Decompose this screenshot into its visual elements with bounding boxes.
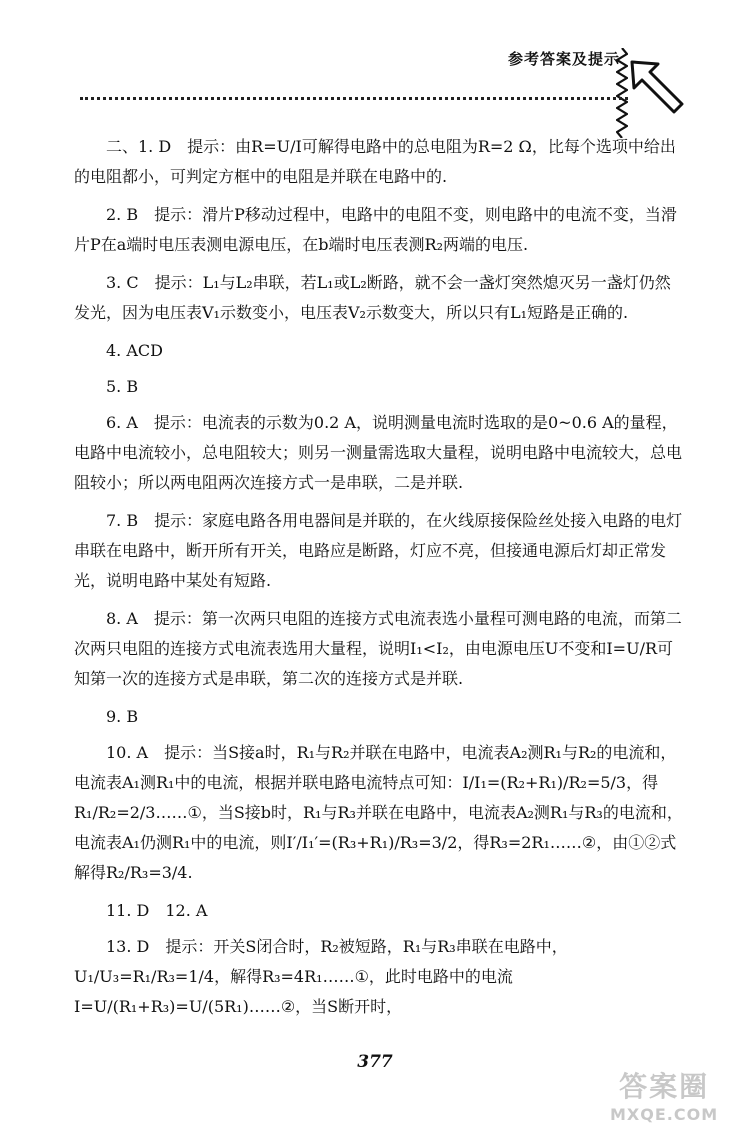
answer-paragraph: 13. D 提示：开关S闭合时，R₂被短路，R₁与R₃串联在电路中，U₁/U₃=R₁/R₃=1/4，解得R₃=4R₁……①，此时电路中的电流I=U/(R₁+R₃)=U/(5R₁)……②，当S断开时，	[74, 937, 568, 1016]
arrow-icon	[628, 58, 686, 116]
answer-paragraph: 5. B	[106, 377, 139, 396]
answer-paragraph: 3. C 提示：L₁与L₂串联，若L₁或L₂断路，就不会一盏灯突然熄灭另一盏灯仍然发光，因为电压表V₁示数变小，电压表V₂示数变大，所以只有L₁短路是正确的.	[74, 273, 671, 322]
watermark	[610, 1065, 718, 1124]
answer-paragraph: 11. D 12. A	[106, 901, 208, 920]
watermark-bottom: MXQE.COM	[610, 1105, 719, 1124]
header-title: 参考答案及提示	[507, 50, 620, 68]
watermark-top: 答案圈	[619, 1070, 710, 1103]
answer-paragraph: 4. ACD	[106, 341, 163, 360]
answer-paragraph: 6. A 提示：电流表的示数为0.2 A，说明测量电流时选取的是0~0.6 A的量程，电路中电流较小，总电阻较大；则另一测量需选取大量程，说明电路中电流较大，总电阻较小；所以两电阻两次连接方式一是串联，二是并联.	[74, 413, 683, 492]
answer-paragraph: 7. B 提示：家庭电路各用电器间是并联的，在火线原接保险丝处接入电路的电灯串联在电路中，断开所有开关，电路应是断路，灯应不亮，但接通电源后灯却正常发光，说明电路中某处有短路.	[74, 511, 683, 590]
answer-content	[74, 132, 684, 1030]
answer-paragraph: 二、1. D 提示：由R=U/I可解得电路中的总电阻为R=2 Ω，比每个选项中给出的电阻都小，可判定方框中的电阻是并联在电路中的.	[74, 137, 676, 186]
answer-paragraph: 8. A 提示：第一次两只电阻的连接方式电流表选小量程可测电路的电流，而第二次两只电阻的连接方式电流表选用大量程，说明I₁<I₂，由电源电压U不变和I=U/R可知第一次的连接方式是串联，第二次的连接方式是并联.	[74, 609, 682, 688]
page-number: 377	[357, 1052, 393, 1072]
header-dotted-rule	[80, 97, 628, 100]
answer-paragraph: 9. B	[106, 707, 139, 726]
answer-paragraph: 10. A 提示：当S接a时，R₁与R₂并联在电路中，电流表A₂测R₁与R₂的电流和，电流表A₁测R₁中的电流，根据并联电路电流特点可知：I/I₁=(R₂+R₁)/R₂=5/3，得R₁/R₂=2/3……①，当S接b时，R₁与R₃并联在电路中，电流表A₂测R₁与R₃的电流和，电流表A₁仍测R₁中的电流，则I′/I₁′=(R₃+R₁)/R₃=3/2，得R₃=2R₁……②，由①②式解得R₂/R₃=3/4.	[74, 743, 683, 882]
answer-paragraph: 2. B 提示：滑片P移动过程中，电路中的电阻不变，则电路中的电流不变，当滑片P在a端时电压表测电源电压，在b端时电压表测R₂两端的电压.	[74, 205, 677, 254]
zigzag-decoration	[616, 48, 628, 138]
